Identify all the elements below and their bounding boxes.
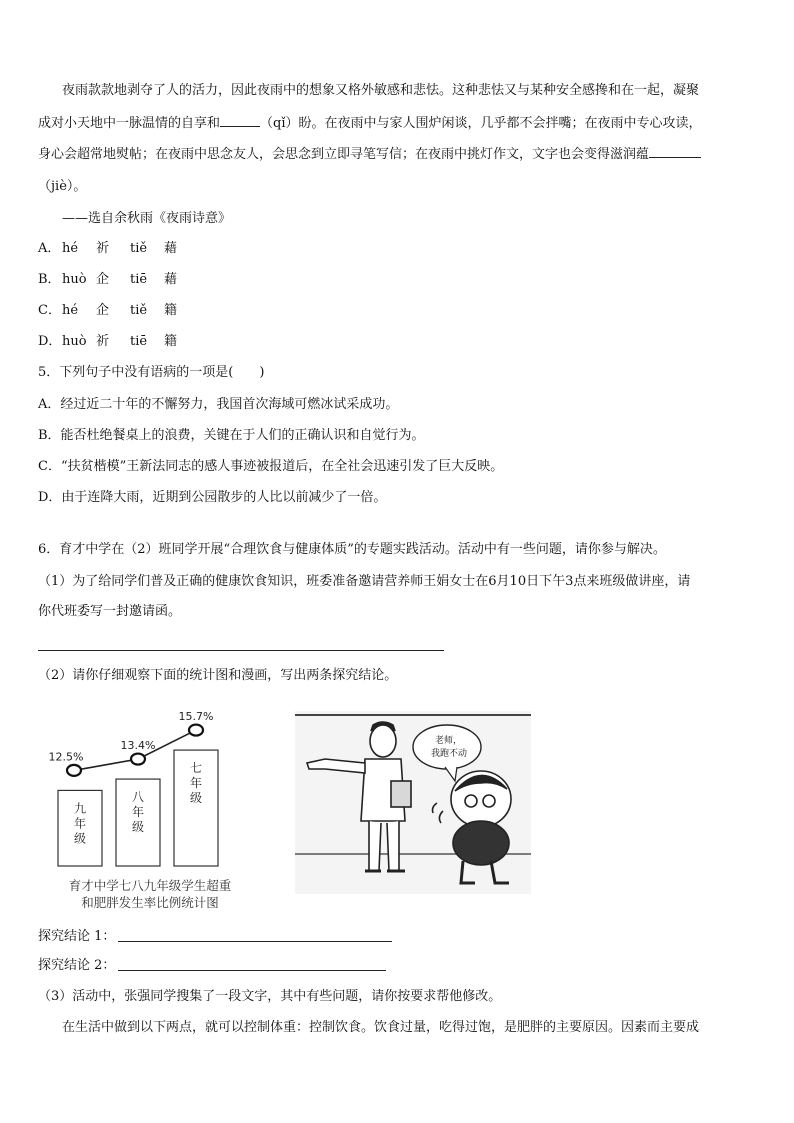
chart-caption-line-2: 和肥胖发生率比例统计图 bbox=[81, 895, 219, 910]
bar-label-char: 年 bbox=[189, 776, 203, 791]
passage-line-4: （jiè）。 bbox=[38, 179, 87, 194]
option-pinyin-2: tiě bbox=[130, 241, 148, 256]
option-letter: A． bbox=[38, 241, 61, 256]
conclusion-1-field[interactable] bbox=[118, 941, 392, 942]
option-char-1: 企 bbox=[96, 303, 110, 318]
option-char-1: 企 bbox=[96, 272, 110, 287]
passage-line-1: 夜雨款款地剥夺了人的活力，因此夜雨中的想象又格外敏感和悲怯。这种悲怯又与某种安全感搀和在一起，凝聚 bbox=[62, 83, 700, 98]
chart-caption bbox=[50, 877, 250, 911]
passage-line-3 bbox=[38, 148, 701, 161]
conclusion-1-label: 探究结论 1： bbox=[38, 929, 116, 944]
data-point-1 bbox=[67, 765, 81, 776]
option-letter: C． bbox=[38, 303, 61, 318]
blank-qi bbox=[220, 126, 260, 127]
data-point-2 bbox=[131, 754, 145, 765]
bar-line-chart bbox=[38, 690, 258, 872]
q4-option-d bbox=[38, 335, 177, 348]
bar-label-char: 七 bbox=[189, 761, 203, 776]
option-char-1: 祈 bbox=[96, 334, 110, 349]
q4-option-c bbox=[38, 304, 177, 317]
data-label-1: 12.5% bbox=[48, 750, 84, 764]
conclusion-2-field[interactable] bbox=[118, 970, 386, 971]
bar-label-char: 九 bbox=[73, 801, 87, 816]
q5-option-b: B．能否杜绝餐桌上的浪费，关键在于人们的正确认识和自觉行为。 bbox=[38, 428, 425, 443]
q5-option-a: A．经过近二十年的不懈努力，我国首次海域可燃冰试采成功。 bbox=[38, 397, 399, 412]
q6-part1-line2: 你代班委写一封邀请函。 bbox=[38, 604, 182, 619]
option-char-2: 藉 bbox=[164, 241, 178, 256]
bar-label-char: 级 bbox=[131, 820, 145, 835]
chart-caption-line-1: 育才中学七八九年级学生超重 bbox=[68, 878, 232, 893]
option-pinyin-2: tiē bbox=[130, 272, 148, 287]
q5-option-c: C．“扶贫楷模”王新法同志的感人事迹被报道后，在全社会迅速引发了巨大反映。 bbox=[38, 459, 504, 474]
bar-label-char: 级 bbox=[189, 791, 203, 806]
bar-label-char: 八 bbox=[131, 790, 145, 805]
passage-line-2 bbox=[38, 117, 702, 130]
passage-line-3-text: 身心会超常地熨帖；在夜雨中思念友人，会思念到立即寻笔写信；在夜雨中挑灯作文，文字也会变得滋润蕴 bbox=[38, 147, 650, 162]
option-letter: B． bbox=[38, 272, 61, 287]
data-label-2: 13.4% bbox=[120, 739, 156, 753]
option-pinyin-1: huò bbox=[62, 334, 87, 349]
passage-line-2a: 成对小天地中一脉温情的自享和 bbox=[38, 116, 221, 131]
option-pinyin-1: hé bbox=[62, 241, 79, 256]
cartoon-image bbox=[295, 711, 531, 894]
q6-part2: （2）请你仔细观察下面的统计图和漫画，写出两条探究结论。 bbox=[38, 668, 398, 683]
q4-option-b bbox=[38, 273, 177, 286]
data-label-3: 15.7% bbox=[178, 710, 214, 724]
option-pinyin-1: hé bbox=[62, 303, 79, 318]
option-char-2: 籍 bbox=[164, 303, 178, 318]
passage-source: ——选自余秋雨《夜雨诗意》 bbox=[62, 211, 232, 226]
option-char-2: 籍 bbox=[164, 334, 178, 349]
option-pinyin-1: huò bbox=[62, 272, 87, 287]
speech-line-2: 我跑不动 bbox=[431, 749, 468, 759]
blank-jie bbox=[649, 157, 701, 158]
speech-line-1: 老师， bbox=[435, 736, 463, 746]
bar-label-char: 年 bbox=[131, 805, 145, 820]
conclusion-2-label: 探究结论 2： bbox=[38, 958, 116, 973]
q5-stem: 5．下列句子中没有语病的一项是( ) bbox=[38, 365, 265, 380]
data-point-3 bbox=[189, 725, 203, 736]
passage-line-2b: （qǐ）盼。在夜雨中与家人围炉闲谈，几乎都不会拌嘴；在夜雨中专心攻读， bbox=[260, 116, 702, 131]
q6-part1-line1: （1）为了给同学们普及正确的健康饮食知识，班委准备邀请营养师王娟女士在6月10日下午3点来班级做讲座，请 bbox=[38, 574, 691, 589]
q4-option-a bbox=[38, 242, 177, 255]
bar-label-char: 年 bbox=[73, 816, 87, 831]
option-letter: D． bbox=[38, 334, 62, 349]
q6-part3-text: 在生活中做到以下两点，就可以控制体重：控制饮食。饮食过量，吃得过饱，是肥胖的主要原因。因素而主要成 bbox=[62, 1020, 700, 1035]
option-char-2: 藉 bbox=[164, 272, 178, 287]
q6-stem: 6．育才中学在（2）班同学开展“合理饮食与健康体质”的专题实践活动。活动中有一些问题，请你参与解决。 bbox=[38, 542, 666, 557]
q6-part3: （3）活动中，张强同学搜集了一段文字，其中有些问题，请你按要求帮他修改。 bbox=[38, 989, 502, 1004]
option-char-1: 祈 bbox=[96, 241, 110, 256]
answer-line bbox=[38, 650, 444, 651]
bar-label-char: 级 bbox=[73, 831, 87, 846]
option-pinyin-2: tiě bbox=[130, 303, 148, 318]
option-pinyin-2: tiē bbox=[130, 334, 148, 349]
q5-option-d: D．由于连降大雨，近期到公园散步的人比以前减少了一倍。 bbox=[38, 490, 387, 505]
